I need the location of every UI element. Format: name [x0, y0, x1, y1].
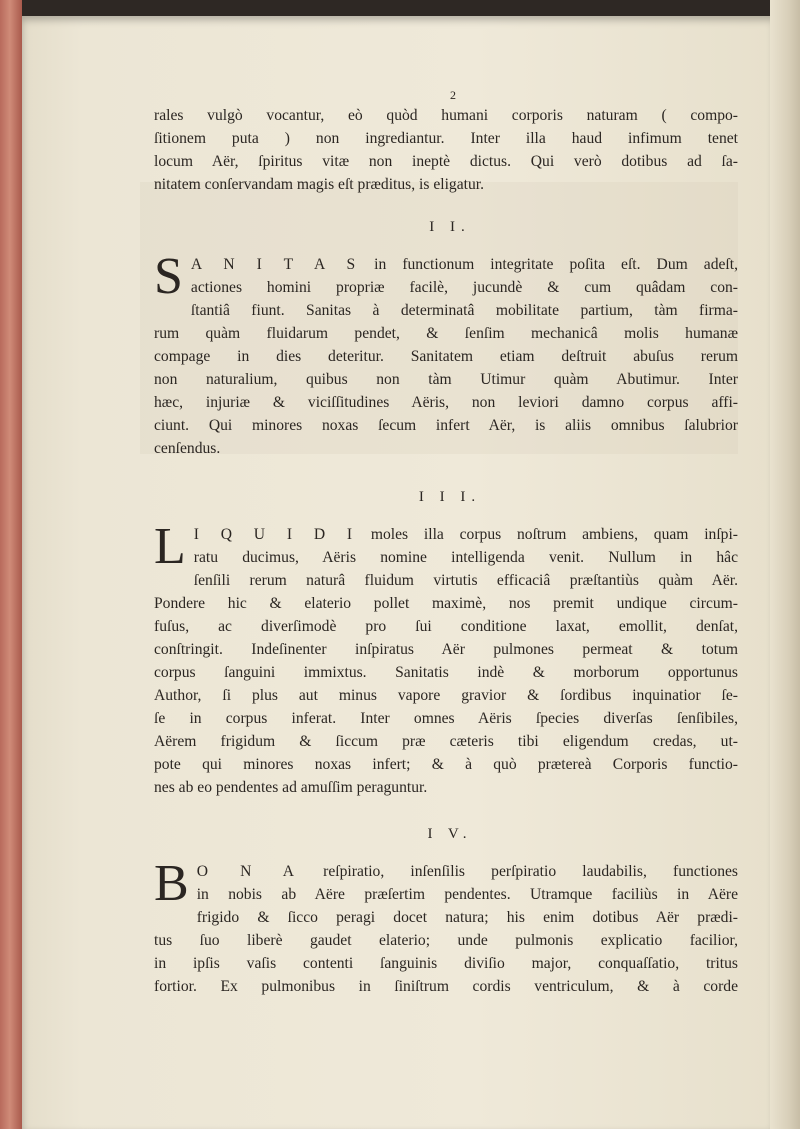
page-text: [154, 88, 738, 998]
text-line: nes ab eo pendentes ad amuſſim peraguntur.: [154, 779, 428, 796]
text-line: locum Aër, ſpiritus vitæ non ineptè dictus. Qui verò dotibus ad ſa-: [154, 153, 738, 170]
text-line: compage in dies deteritur. Sanitatem etiam deſtruit abuſus rerum: [154, 348, 738, 365]
text-line: [154, 523, 738, 546]
book-gutter: [770, 0, 800, 1129]
text-line: hæc, injuriæ & viciſſitudines Aëris, non leviori damno corpus affi-: [154, 394, 738, 411]
text-line: tus ſuo liberè gaudet elaterio; unde pulmonis explicatio facilior,: [154, 932, 738, 949]
text-line: fuſus, ac diverſimodè pro ſui conditione laxat, emollit, denſat,: [154, 618, 738, 635]
text-line: Author, ſi plus aut minus vapore gravior & ſordibus inquinatior ſe-: [154, 687, 738, 704]
text-fragment: in functionum integritate poſita eſt. Dum adeſt,: [358, 256, 738, 273]
section-paragraph-iv: [154, 855, 738, 998]
lead-word: A N I T A S: [190, 256, 359, 273]
text-line: cenſendus.: [154, 440, 221, 457]
section-paragraph-iii: [154, 518, 739, 799]
drop-cap: S: [154, 248, 183, 305]
text-line: [154, 253, 738, 276]
book-left-edge: [0, 0, 22, 1129]
text-line: frigido & ſicco peragi docet natura; his enim dotibus Aër prædi-: [196, 909, 738, 926]
drop-cap: B: [154, 855, 189, 912]
text-line: fortior. Ex pulmonibus in ſiniſtrum cordis ventriculum, & à corde: [154, 978, 738, 995]
text-line: ſenſili rerum naturâ fluidum virtutis efficaciâ præſtantiùs quàm Aër.: [193, 572, 738, 589]
section-paragraph-ii: [154, 248, 738, 460]
text-line: pote qui minores noxas infert; & à quò prætereà Corporis functio-: [154, 756, 738, 773]
text-line: ratu ducimus, Aëris nomine intelligenda venit. Nullum in hâc: [193, 549, 738, 566]
text-line: rum quàm fluidarum pendet, & ſenſim mechanicâ molis humanæ: [154, 325, 738, 342]
text-line: nitatem conſervandam magis eſt præditus, is eligatur.: [154, 176, 484, 193]
drop-cap: L: [154, 518, 186, 575]
text-line: corpus ſanguini immixtus. Sanitatis indè & morborum opportunus: [154, 664, 738, 681]
lead-word: I Q U I D I: [193, 526, 356, 543]
text-fragment: reſpiratio, inſenſilis perſpiratio laudabilis, functiones: [296, 863, 738, 880]
text-line: actiones homini propriæ facilè, jucundè & cum quâdam con-: [190, 279, 738, 296]
text-line: non naturalium, quibus non tàm Utimur quàm Abutimur. Inter: [154, 371, 738, 388]
section-heading-iii: I I I.: [418, 489, 482, 505]
text-line: in ipſis vaſis contenti ſanguinis diviſio major, conquaſſatio, tritus: [154, 955, 738, 972]
text-line: Aërem frigidum & ſiccum præ cæteris tibi eligendum credas, ut-: [154, 733, 738, 750]
text-line: ſe in corpus inferat. Inter omnes Aëris ſpecies diverſas ſenſibiles,: [154, 710, 738, 727]
text-line: in nobis ab Aëre præſertim pendentes. Utramque faciliùs in Aëre: [196, 886, 738, 903]
section-heading-iv: I V.: [427, 826, 473, 842]
text-line: ciunt. Qui minores noxas ſecum infert Aër, is aliis omnibus ſalubrior: [154, 417, 738, 434]
text-line: Pondere hic & elaterio pollet maximè, nos premit undique circum-: [154, 595, 738, 612]
lead-word: O N A: [196, 863, 297, 880]
text-fragment: moles illa corpus noſtrum ambiens, quam inſpi-: [355, 526, 739, 543]
page-number: 2: [450, 88, 456, 102]
text-line: ſtantiâ fiunt. Sanitas à determinatâ mobilitate partium, tàm firma-: [190, 302, 738, 319]
intro-paragraph: [154, 104, 738, 196]
text-line: rales vulgò vocantur, eò quòd humani corporis naturam ( compo-: [154, 107, 738, 124]
text-line: [154, 860, 738, 883]
section-heading-ii: I I.: [429, 219, 471, 235]
text-line: conſtringit. Indeſinenter inſpiratus Aër pulmones permeat & totum: [154, 641, 738, 658]
text-line: ſitionem puta ) non ingrediantur. Inter illa haud infimum tenet: [154, 130, 738, 147]
